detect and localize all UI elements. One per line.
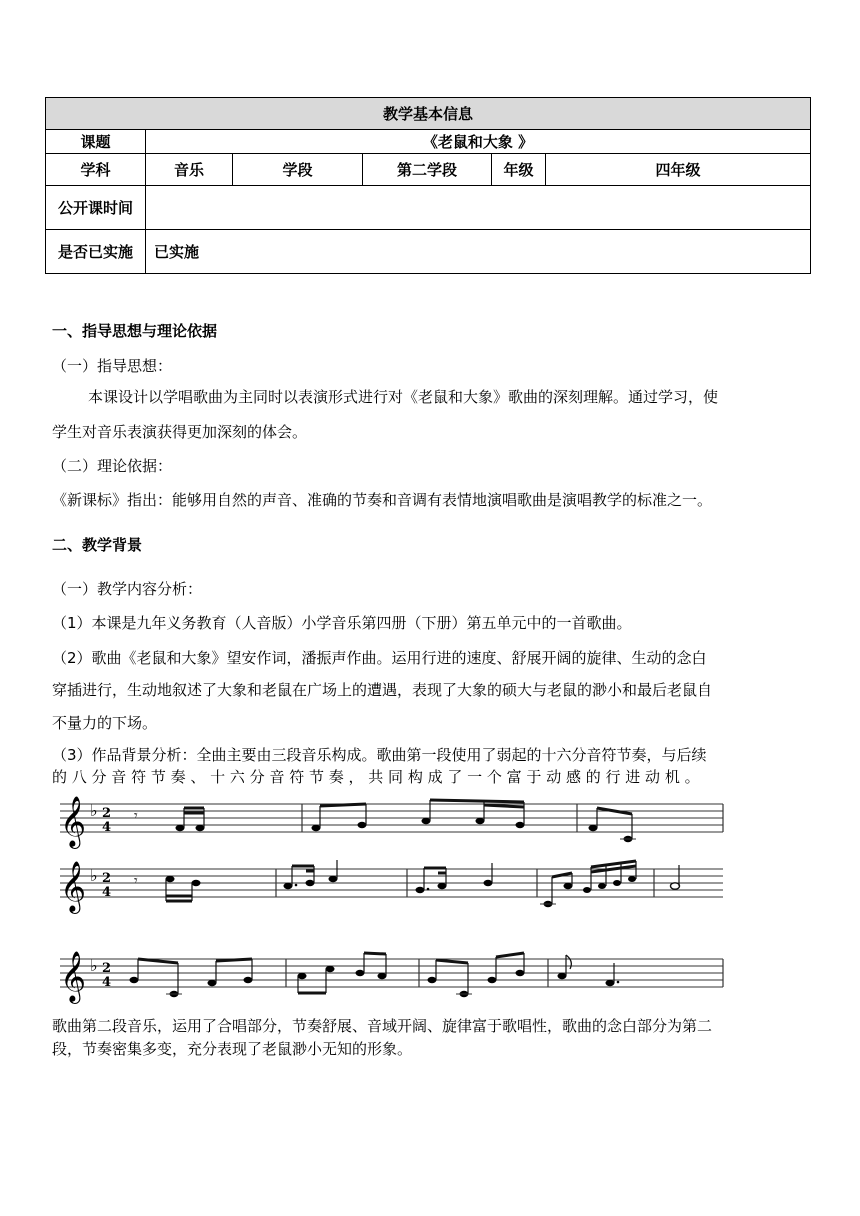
stage-label: 学段 [233, 154, 363, 186]
stage-value: 第二学段 [363, 154, 492, 186]
treble-clef-icon: 𝄞 [60, 861, 87, 912]
music-staff-2 [50, 855, 730, 917]
staff-lines [60, 959, 723, 987]
section2-after-line2: 段，节奏密集多变，充分表现了老鼠渺小无知的形象。 [52, 1040, 413, 1058]
time-value [146, 186, 811, 230]
section2-item3-line2: 的 八 分 音 符 节 奏 、 十 六 分 音 符 节 奏 ， 共 同 构 成 了 一 个 富 于 动 感 的 行 进 动 机 。 [52, 768, 700, 786]
note-group [416, 863, 493, 893]
section2-item2-line1: （2）歌曲《老鼠和大象》望安作词，潘振声作曲。运用行进的速度、舒展开阔的旋律、生动的念白 [52, 649, 707, 667]
treble-clef-icon: 𝄞 [60, 951, 87, 1002]
time-label: 公开课时间 [46, 186, 146, 230]
section2-item2-line3: 不量力的下场。 [52, 714, 158, 732]
note-group [428, 953, 525, 997]
note-group [284, 860, 338, 889]
time-signature [102, 961, 111, 990]
note-group [558, 955, 620, 986]
section2-title: 二、教学背景 [52, 536, 143, 554]
note-group [130, 959, 253, 997]
staff-lines [60, 869, 723, 897]
basic-info-table [45, 97, 811, 274]
subject-label: 学科 [46, 154, 146, 186]
section2-after-line1: 歌曲第二段音乐，运用了合唱部分，节奏舒展、音域开阔、旋律富于歌唱性，歌曲的念白部分为第二 [52, 1017, 713, 1035]
section1-sub2: （二）理论依据： [52, 457, 173, 475]
note-group [540, 861, 636, 907]
flat-icon: ♭ [90, 956, 98, 975]
note-group [312, 800, 525, 831]
staff-lines [60, 804, 723, 832]
flat-icon: ♭ [90, 801, 98, 820]
section1-para1-line2: 学生对音乐表演获得更加深刻的体会。 [52, 423, 308, 441]
section1-title: 一、指导思想与理论依据 [52, 322, 218, 340]
treble-clef-icon: 𝄞 [60, 796, 87, 847]
eighth-rest-icon: 𝄾 [134, 873, 138, 889]
music-staff-1 [50, 790, 730, 850]
subject-value: 音乐 [146, 154, 233, 186]
implemented-value: 已实施 [146, 230, 811, 274]
section2-item1: （1）本课是九年义务教育（人音版）小学音乐第四册（下册）第五单元中的一首歌曲。 [52, 614, 632, 632]
svg-text:2: 2 [102, 961, 112, 976]
svg-text:4: 4 [102, 885, 112, 900]
section2-item3-line1: （3）作品背景分析：全曲主要由三段音乐构成。歌曲第一段使用了弱起的十六分音符节奏，与后续 [52, 746, 707, 764]
section1-para1-line1: 本课设计以学唱歌曲为主同时以表演形式进行对《老鼠和大象》歌曲的深刻理解。通过学习，使 [88, 388, 719, 406]
section1-para2: 《新课标》指出：能够用自然的声音、准确的节奏和音调有表情地演唱歌曲是演唱教学的标准之一。 [52, 491, 713, 509]
time-signature [102, 871, 111, 900]
svg-text:4: 4 [102, 975, 112, 990]
section2-sub1: （一）教学内容分析： [52, 580, 203, 598]
eighth-rest-icon: 𝄾 [134, 808, 138, 824]
flat-icon: ♭ [90, 866, 98, 885]
time-signature [102, 806, 111, 835]
section2-item2-line2: 穿插进行，生动地叙述了大象和老鼠在广场上的遭遇，表现了大象的硕大与老鼠的渺小和最后老鼠自 [52, 681, 713, 699]
course-label: 课题 [46, 130, 146, 154]
grade-label: 年级 [492, 154, 546, 186]
table-header: 教学基本信息 [46, 98, 811, 130]
svg-text:2: 2 [102, 871, 112, 886]
svg-text:4: 4 [102, 820, 112, 835]
implemented-label: 是否已实施 [46, 230, 146, 274]
music-staff-3 [50, 945, 730, 1007]
svg-text:2: 2 [102, 806, 112, 821]
section1-sub1: （一）指导思想： [52, 357, 173, 375]
course-value: 《老鼠和大象 》 [146, 130, 811, 154]
grade-value: 四年级 [546, 154, 811, 186]
